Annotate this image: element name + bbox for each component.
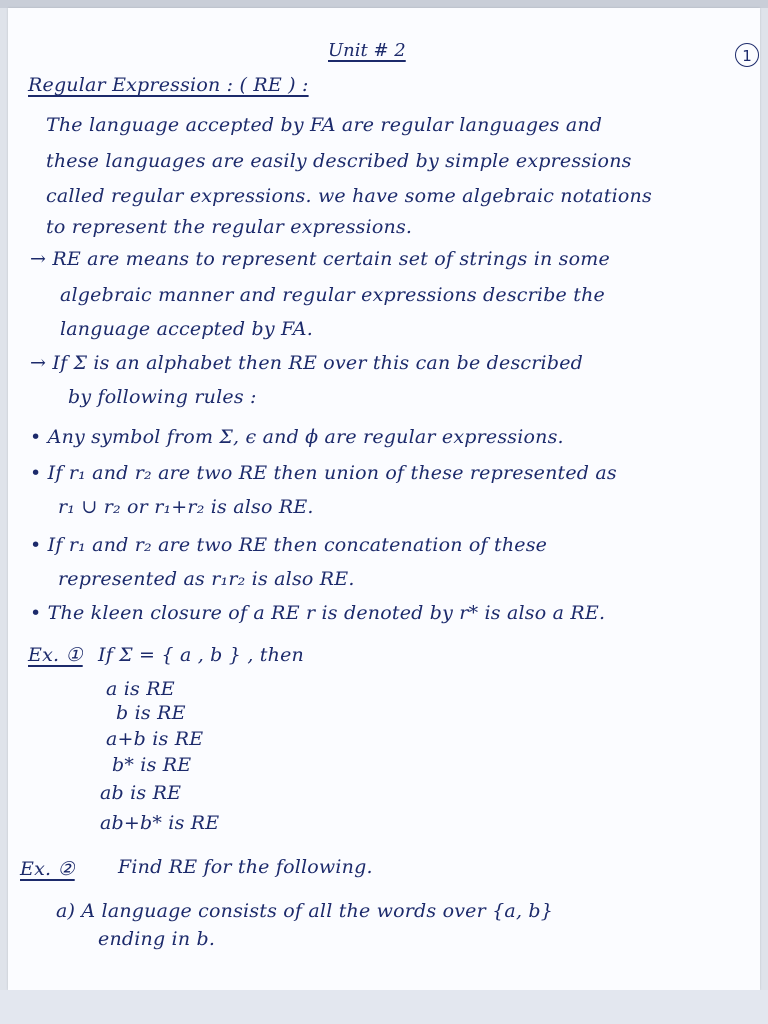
section-heading: Regular Expression : ( RE ) :	[28, 74, 309, 96]
arrow-point-line: → If Σ is an alphabet then RE over this can be described	[30, 352, 583, 374]
notebook-page	[8, 8, 760, 990]
example-1-item: a+b is RE	[106, 728, 204, 750]
example-1-statement: If Σ = { a , b } , then	[98, 644, 304, 666]
intro-line: these languages are easily described by simple expressions	[46, 150, 632, 172]
arrow-point-line: language accepted by FA.	[60, 318, 313, 340]
scan-bottom-edge	[0, 990, 768, 1024]
example-1-item: a is RE	[106, 678, 175, 700]
example-1-item: ab is RE	[100, 782, 182, 804]
example-2-statement: Find RE for the following.	[118, 856, 373, 878]
page-number-circle: 1	[735, 43, 759, 67]
arrow-point-line: → RE are means to represent certain set of strings in some	[30, 248, 610, 270]
intro-line: to represent the regular expressions.	[46, 216, 413, 238]
rule-item: • The kleen closure of a RE r is denoted by r* is also a RE.	[30, 602, 606, 624]
rule-item-continuation: r₁ ∪ r₂ or r₁+r₂ is also RE.	[58, 496, 314, 518]
rule-item: • If r₁ and r₂ are two RE then concatenation of these	[30, 534, 548, 556]
example-1-item: b is RE	[116, 702, 186, 724]
intro-line: called regular expressions. we have some algebraic notations	[46, 185, 652, 207]
intro-line: The language accepted by FA are regular languages and	[46, 114, 603, 136]
example-1-item: b* is RE	[112, 754, 192, 776]
example-2-label: Ex. ②	[20, 858, 75, 880]
example-1-item: ab+b* is RE	[100, 812, 220, 834]
example-2-part-continuation: ending in b.	[98, 928, 216, 950]
rule-item: • If r₁ and r₂ are two RE then union of these represented as	[30, 462, 617, 484]
rule-item-continuation: represented as r₁r₂ is also RE.	[58, 568, 355, 590]
example-1-label: Ex. ①	[28, 644, 83, 666]
scan-top-edge	[0, 0, 768, 8]
unit-header: Unit # 2	[328, 40, 406, 61]
example-2-part: a) A language consists of all the words over {a, b}	[56, 900, 554, 922]
arrow-point-line: algebraic manner and regular expressions describe the	[60, 284, 605, 306]
arrow-point-line: by following rules :	[68, 386, 257, 408]
rule-item: • Any symbol from Σ, ϵ and ϕ are regular expressions.	[30, 426, 564, 448]
